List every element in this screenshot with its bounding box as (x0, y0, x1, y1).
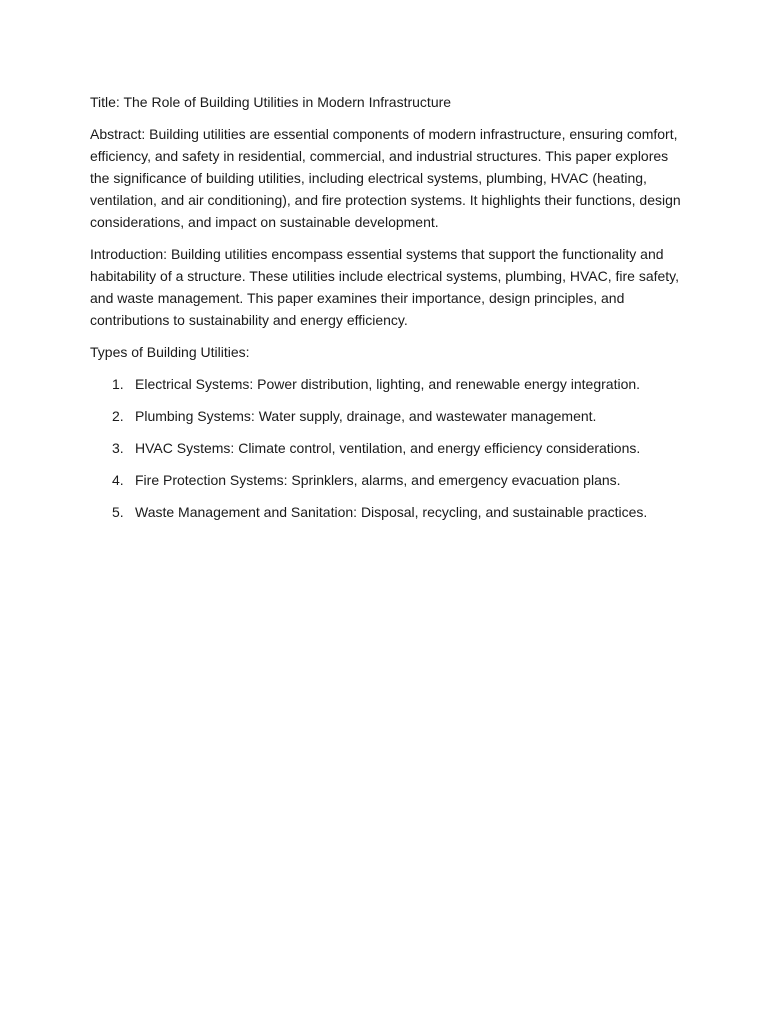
list-item-text: Electrical Systems: Power distribution, lighting, and renewable energy integration. (135, 376, 641, 392)
list-item (90, 501, 690, 523)
list-item-text: Waste Management and Sanitation: Disposal, recycling, and sustainable practices. (135, 504, 648, 520)
list-item (90, 405, 690, 427)
list-item-text: Fire Protection Systems: Sprinklers, alarms, and emergency evacuation plans. (135, 472, 621, 488)
types-list (90, 373, 690, 523)
introduction-paragraph: Introduction: Building utilities encompass essential systems that support the functionality and habitability of a structure. These utilities include electrical systems, plumbing, HVAC, fire safety, and waste management. This paper examines their importance, design principles, and contributions to sustainability and energy efficiency. (90, 246, 680, 328)
document-title: Title: The Role of Building Utilities in Modern Infrastructure (90, 94, 452, 110)
list-item (90, 437, 690, 459)
list-item-number: 5. (112, 504, 124, 520)
list-item-text: Plumbing Systems: Water supply, drainage, and wastewater management. (135, 408, 597, 424)
list-item-text: HVAC Systems: Climate control, ventilation, and energy efficiency considerations. (135, 440, 641, 456)
types-heading: Types of Building Utilities: (90, 344, 250, 360)
list-item (90, 373, 690, 395)
list-item-number: 3. (112, 440, 124, 456)
list-item-number: 1. (112, 376, 124, 392)
list-item-number: 4. (112, 472, 124, 488)
document-page (90, 91, 690, 533)
abstract-paragraph: Abstract: Building utilities are essential components of modern infrastructure, ensuring comfort, efficiency, and safety in residential, commercial, and industrial structures. This paper explores the significance of building utilities, including electrical systems, plumbing, HVAC (heating, ventilation, and air conditioning), and fire protection systems. It highlights their functions, design considerations, and impact on sustainable development. (90, 126, 681, 230)
list-item-number: 2. (112, 408, 124, 424)
list-item (90, 469, 690, 491)
